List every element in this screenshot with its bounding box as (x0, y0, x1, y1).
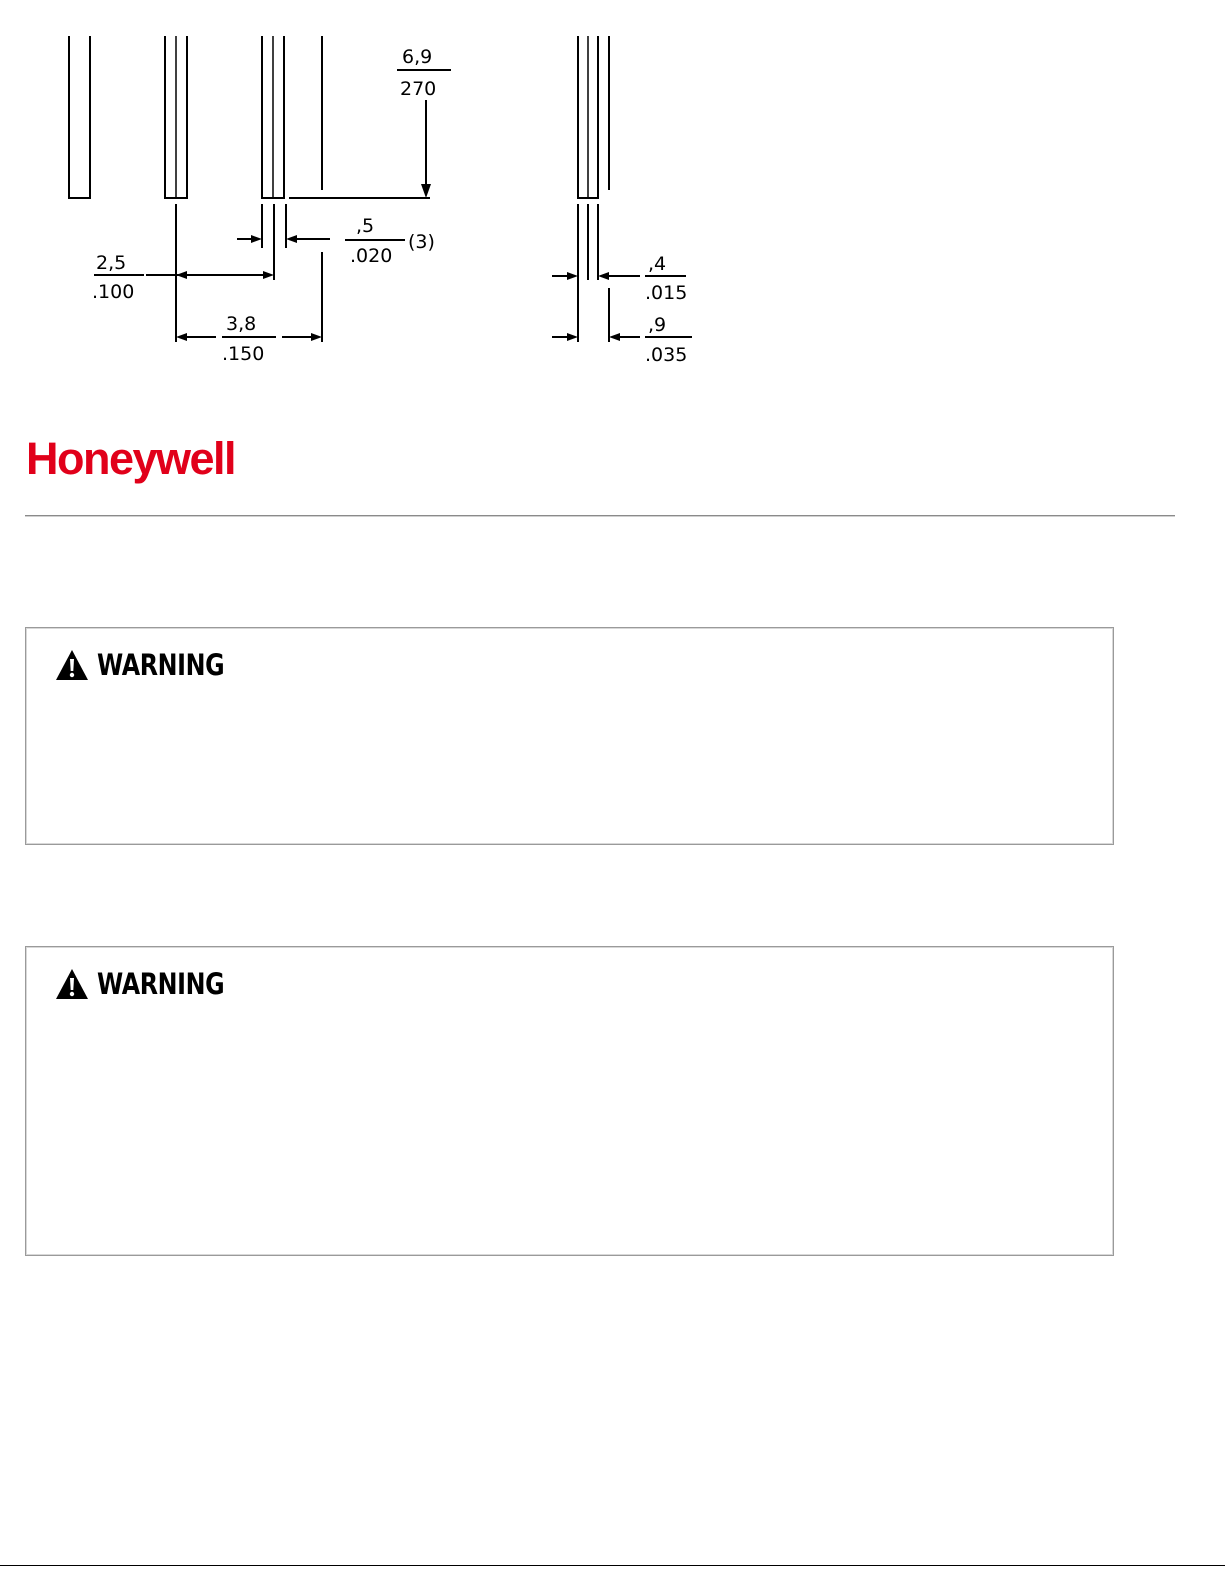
dim-1-bottom: 270 (400, 78, 437, 100)
dimension-drawing (0, 0, 760, 380)
honeywell-logo: Honeywell (26, 433, 236, 484)
warning-label: WARNING (97, 648, 225, 682)
warning-triangle-icon (55, 649, 89, 681)
warning-box-1 (25, 627, 1114, 845)
dim-4-bottom: .150 (222, 343, 265, 365)
dim-5-top: ,4 (648, 253, 667, 275)
dim-5-bottom: .015 (645, 282, 688, 304)
dim-4-top: 3,8 (226, 313, 257, 335)
dim-2-note: (3) (408, 231, 435, 253)
header-divider (25, 515, 1175, 517)
warning-triangle-icon (55, 968, 89, 1000)
dim-2-bottom: .020 (350, 245, 393, 267)
drawing-lines (69, 36, 692, 342)
dim-3-top: 2,5 (96, 252, 127, 274)
dim-2-top: ,5 (356, 215, 375, 237)
dim-6-top: ,9 (648, 314, 667, 336)
warning-header (55, 967, 252, 1001)
warning-box-2 (25, 946, 1114, 1256)
warning-label: WARNING (97, 967, 225, 1001)
warning-header (55, 648, 252, 682)
dim-3-bottom: .100 (92, 281, 135, 303)
dim-1-top: 6,9 (402, 46, 433, 68)
dim-6-bottom: .035 (645, 344, 688, 366)
page-bottom-line (0, 1565, 1225, 1566)
